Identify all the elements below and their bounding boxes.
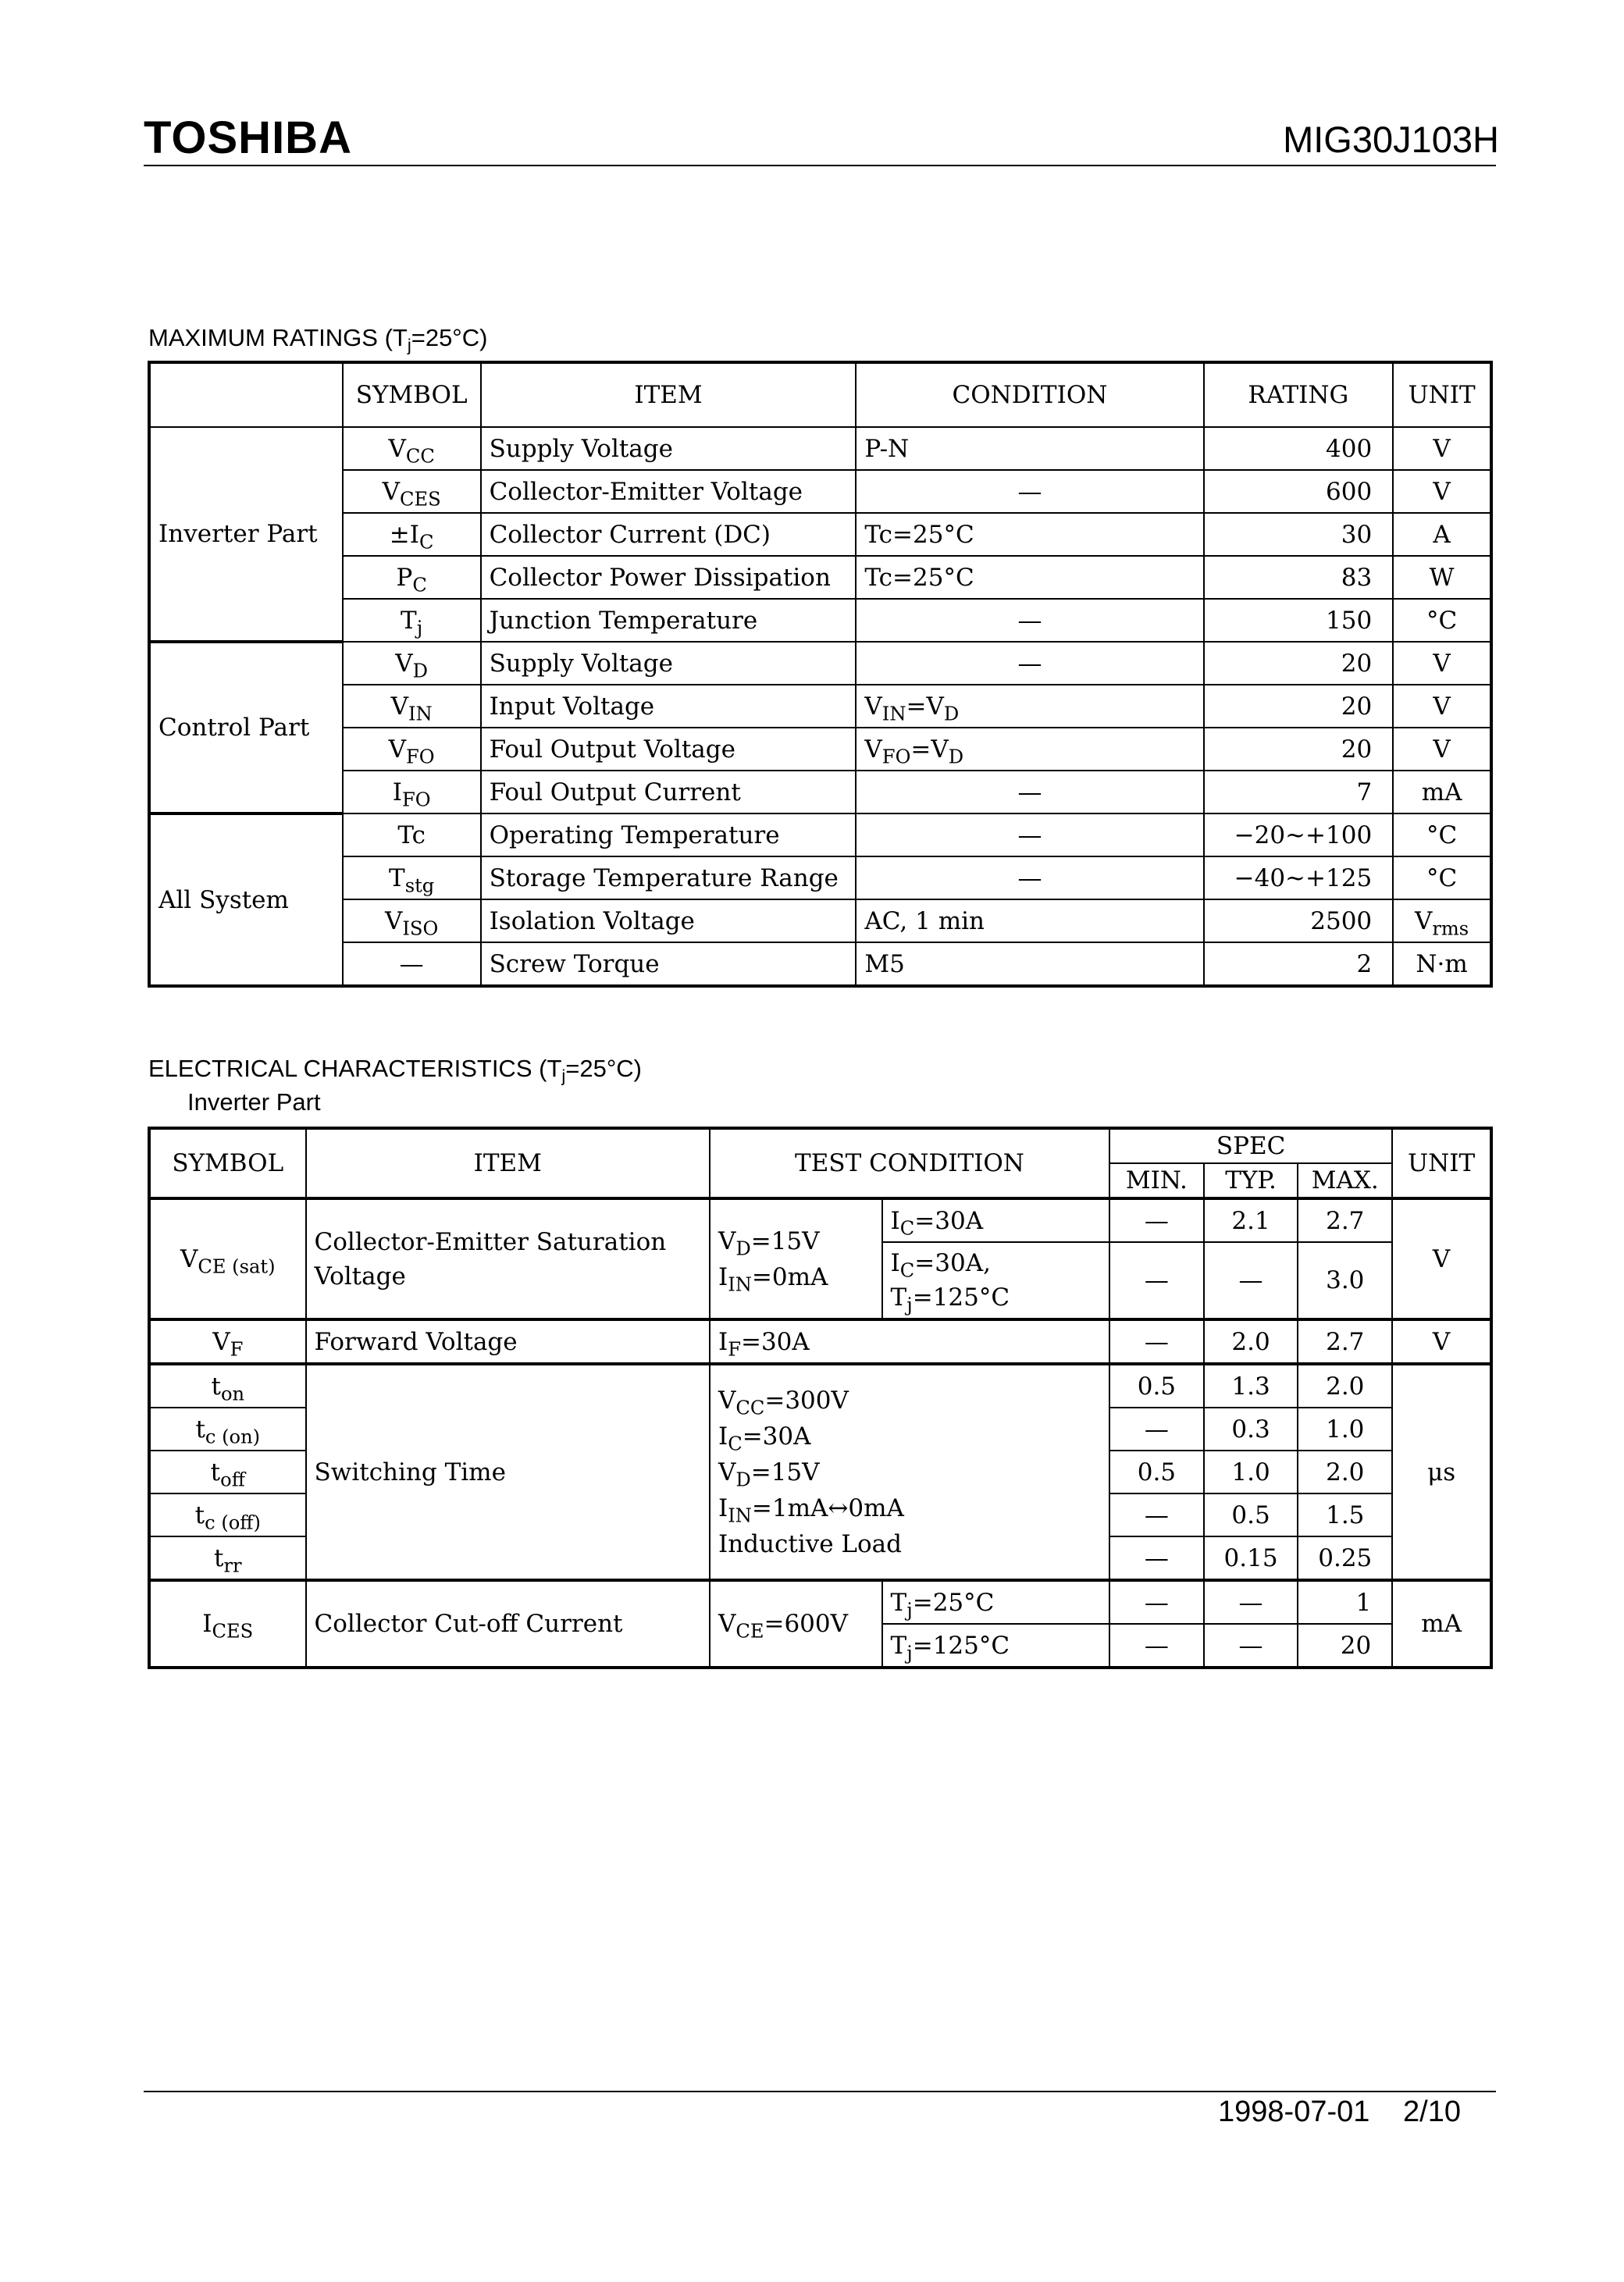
- col-min: MIN.: [1109, 1163, 1204, 1198]
- unit-cell: μs: [1392, 1364, 1491, 1580]
- symbol-cell: $t_{c (on)}$: [149, 1408, 306, 1451]
- max-cell: 2.7: [1298, 1198, 1392, 1242]
- table-row: [149, 813, 1491, 856]
- condition-cell: —: [856, 642, 1203, 685]
- typ-cell: —: [1204, 1580, 1298, 1624]
- item-cell: Storage Temperature Range: [481, 856, 857, 899]
- condition-cell: P-N: [856, 427, 1203, 470]
- header-blank-cell: [149, 362, 343, 427]
- min-cell: —: [1109, 1536, 1204, 1580]
- max-ratings-title-text: MAXIMUM RATINGS: [148, 324, 378, 351]
- toshiba-logo: TOSHIBA: [144, 112, 352, 163]
- item-cell: Collector-Emitter Saturation Voltage: [306, 1198, 710, 1319]
- symbol-cell: $t_{on}$: [149, 1364, 306, 1408]
- group-all-system: All System: [149, 813, 343, 986]
- item-cell: Junction Temperature: [481, 599, 857, 642]
- item-cell: Supply Voltage: [481, 642, 857, 685]
- rating-cell: 600: [1204, 470, 1394, 513]
- table-row: [149, 728, 1491, 771]
- unit-cell: °C: [1393, 813, 1491, 856]
- typ-cell: 2.1: [1204, 1198, 1298, 1242]
- table-row: [149, 1198, 1491, 1242]
- symbol-cell: $V_D$: [343, 642, 481, 685]
- symbol-cell: $V_{CE (sat)}$: [149, 1198, 306, 1319]
- col-typ: TYP.: [1204, 1163, 1298, 1198]
- table-row: [149, 942, 1491, 986]
- electrical-table: [148, 1127, 1493, 1669]
- symbol-cell: $V_{CC}$: [343, 427, 481, 470]
- symbol-cell: —: [343, 942, 481, 986]
- min-cell: —: [1109, 1408, 1204, 1451]
- condition-cell: $T_j=25^\circ C$: [882, 1580, 1109, 1624]
- unit-cell: V: [1393, 470, 1491, 513]
- rating-cell: −20~+100: [1204, 813, 1394, 856]
- condition-cell: —: [856, 856, 1203, 899]
- col-unit: UNIT: [1393, 362, 1491, 427]
- unit-cell: A: [1393, 513, 1491, 556]
- table-row: [149, 427, 1491, 470]
- max-cell: 2.0: [1298, 1451, 1392, 1493]
- col-item: ITEM: [306, 1128, 710, 1198]
- symbol-cell: $P_C$: [343, 556, 481, 599]
- condition-cell: M5: [856, 942, 1203, 986]
- col-test-condition: TEST CONDITION: [710, 1128, 1109, 1198]
- rating-cell: 30: [1204, 513, 1394, 556]
- typ-cell: 0.15: [1204, 1536, 1298, 1580]
- item-cell: Collector-Emitter Voltage: [481, 470, 857, 513]
- item-cell: Collector Cut-off Current: [306, 1580, 710, 1668]
- condition-cell: $I_C=30A$: [882, 1198, 1109, 1242]
- typ-cell: —: [1204, 1242, 1298, 1319]
- item-cell: Screw Torque: [481, 942, 857, 986]
- col-spec: SPEC: [1109, 1128, 1392, 1163]
- max-cell: 1: [1298, 1580, 1392, 1624]
- max-ratings-condition: $(T_j=25^\circ C)$: [384, 324, 488, 355]
- max-ratings-title: [148, 324, 488, 355]
- unit-cell: N·m: [1393, 942, 1491, 986]
- condition-cell: $V_D=15V$ $I_{IN}=0mA$: [710, 1198, 882, 1319]
- rating-cell: 20: [1204, 685, 1394, 728]
- table-row: [149, 1580, 1491, 1624]
- condition-cell: —: [856, 771, 1203, 813]
- unit-cell: V: [1393, 642, 1491, 685]
- max-cell: 1.5: [1298, 1493, 1392, 1536]
- typ-cell: —: [1204, 1624, 1298, 1668]
- min-cell: —: [1109, 1198, 1204, 1242]
- table-row: [149, 1319, 1491, 1364]
- table-header-row: [149, 362, 1491, 427]
- col-unit: UNIT: [1392, 1128, 1491, 1198]
- group-inverter-part: Inverter Part: [149, 427, 343, 642]
- typ-cell: 2.0: [1204, 1319, 1298, 1364]
- symbol-cell: $V_{CES}$: [343, 470, 481, 513]
- item-cell: Collector Current (DC): [481, 513, 857, 556]
- unit-cell: V: [1393, 685, 1491, 728]
- min-cell: 0.5: [1109, 1364, 1204, 1408]
- rating-cell: 2500: [1204, 899, 1394, 942]
- condition-cell: $V_{CC}=300V$ $I_C=30A$ $V_D=15V$ $I_{IN}=1mA\leftrightarrow 0mA$ Inductive Load: [710, 1364, 1109, 1580]
- condition-cell: Tc=25°C: [856, 513, 1203, 556]
- rating-cell: 20: [1204, 728, 1394, 771]
- unit-cell: V: [1392, 1319, 1491, 1364]
- typ-cell: 1.0: [1204, 1451, 1298, 1493]
- max-cell: 0.25: [1298, 1536, 1392, 1580]
- symbol-cell: $V_{IN}$: [343, 685, 481, 728]
- symbol-cell: $V_{FO}$: [343, 728, 481, 771]
- table-row: [149, 599, 1491, 642]
- unit-cell: V: [1392, 1198, 1491, 1319]
- rating-cell: 2: [1204, 942, 1394, 986]
- unit-cell: $V_{rms}$: [1393, 899, 1491, 942]
- table-row: [149, 470, 1491, 513]
- item-cell: Operating Temperature: [481, 813, 857, 856]
- footer-date: 1998-07-01: [1218, 2095, 1370, 2128]
- condition-cell: $V_{IN}=V_D$: [856, 685, 1203, 728]
- group-control-part: Control Part: [149, 642, 343, 813]
- typ-cell: 0.3: [1204, 1408, 1298, 1451]
- rating-cell: 20: [1204, 642, 1394, 685]
- header-rule: [144, 165, 1496, 166]
- condition-cell: $T_j=125^\circ C$: [882, 1624, 1109, 1668]
- unit-cell: °C: [1393, 599, 1491, 642]
- max-cell: 20: [1298, 1624, 1392, 1668]
- min-cell: —: [1109, 1493, 1204, 1536]
- unit-cell: V: [1393, 728, 1491, 771]
- table-row: [149, 899, 1491, 942]
- unit-cell: W: [1393, 556, 1491, 599]
- min-cell: —: [1109, 1319, 1204, 1364]
- min-cell: —: [1109, 1242, 1204, 1319]
- item-cell: Input Voltage: [481, 685, 857, 728]
- col-max: MAX.: [1298, 1163, 1392, 1198]
- symbol-cell: $\pm I_C$: [343, 513, 481, 556]
- condition-cell: —: [856, 470, 1203, 513]
- col-symbol: SYMBOL: [149, 1128, 306, 1198]
- unit-cell: mA: [1393, 771, 1491, 813]
- col-rating: RATING: [1204, 362, 1394, 427]
- table-row: [149, 685, 1491, 728]
- rating-cell: 7: [1204, 771, 1394, 813]
- symbol-cell: $V_{ISO}$: [343, 899, 481, 942]
- condition-cell: Tc=25°C: [856, 556, 1203, 599]
- max-cell: 3.0: [1298, 1242, 1392, 1319]
- symbol-cell: $V_F$: [149, 1319, 306, 1364]
- item-cell: Collector Power Dissipation: [481, 556, 857, 599]
- typ-cell: 0.5: [1204, 1493, 1298, 1536]
- unit-cell: °C: [1393, 856, 1491, 899]
- table-row: [149, 513, 1491, 556]
- symbol-cell: $t_{c (off)}$: [149, 1493, 306, 1536]
- condition-cell: $I_F=30A$: [710, 1319, 1109, 1364]
- unit-cell: mA: [1392, 1580, 1491, 1668]
- rating-cell: 400: [1204, 427, 1394, 470]
- table-row: [149, 556, 1491, 599]
- table-row: [149, 856, 1491, 899]
- electrical-title: [148, 1055, 642, 1086]
- condition-cell: AC, 1 min: [856, 899, 1203, 942]
- symbol-cell: $t_{off}$: [149, 1451, 306, 1493]
- symbol-cell: Tc: [343, 813, 481, 856]
- table-row: [149, 1364, 1491, 1408]
- col-condition: CONDITION: [856, 362, 1203, 427]
- min-cell: —: [1109, 1624, 1204, 1668]
- col-symbol: SYMBOL: [343, 362, 481, 427]
- col-item: ITEM: [481, 362, 857, 427]
- condition-cell: —: [856, 599, 1203, 642]
- rating-cell: −40~+125: [1204, 856, 1394, 899]
- max-ratings-table: [148, 361, 1493, 988]
- symbol-cell: $I_{FO}$: [343, 771, 481, 813]
- unit-cell: V: [1393, 427, 1491, 470]
- condition-cell: $I_C=30A$, $T_j=125^\circ C$: [882, 1242, 1109, 1319]
- max-cell: 2.0: [1298, 1364, 1392, 1408]
- condition-cell: $V_{FO}=V_D$: [856, 728, 1203, 771]
- table-row: [149, 642, 1491, 685]
- symbol-cell: $T_j$: [343, 599, 481, 642]
- min-cell: 0.5: [1109, 1451, 1204, 1493]
- page-number: 2/10: [1403, 2095, 1461, 2128]
- condition-cell: —: [856, 813, 1203, 856]
- electrical-condition: $(T_j=25^\circ C)$: [539, 1055, 642, 1086]
- item-cell: Switching Time: [306, 1364, 710, 1580]
- table-header-row: [149, 1128, 1491, 1163]
- min-cell: —: [1109, 1580, 1204, 1624]
- electrical-subtitle: Inverter Part: [187, 1088, 321, 1116]
- condition-cell: $V_{CE}=600V$: [710, 1580, 882, 1668]
- footer-rule: [144, 2091, 1496, 2092]
- max-cell: 2.7: [1298, 1319, 1392, 1364]
- rating-cell: 150: [1204, 599, 1394, 642]
- symbol-cell: $t_{rr}$: [149, 1536, 306, 1580]
- item-cell: Forward Voltage: [306, 1319, 710, 1364]
- part-number: MIG30J103H: [1283, 119, 1499, 160]
- table-row: [149, 771, 1491, 813]
- item-cell: Foul Output Voltage: [481, 728, 857, 771]
- rating-cell: 83: [1204, 556, 1394, 599]
- item-cell: Foul Output Current: [481, 771, 857, 813]
- symbol-cell: $I_{CES}$: [149, 1580, 306, 1668]
- item-cell: Isolation Voltage: [481, 899, 857, 942]
- typ-cell: 1.3: [1204, 1364, 1298, 1408]
- symbol-cell: $T_{stg}$: [343, 856, 481, 899]
- item-cell: Supply Voltage: [481, 427, 857, 470]
- max-cell: 1.0: [1298, 1408, 1392, 1451]
- electrical-title-text: ELECTRICAL CHARACTERISTICS: [148, 1055, 532, 1082]
